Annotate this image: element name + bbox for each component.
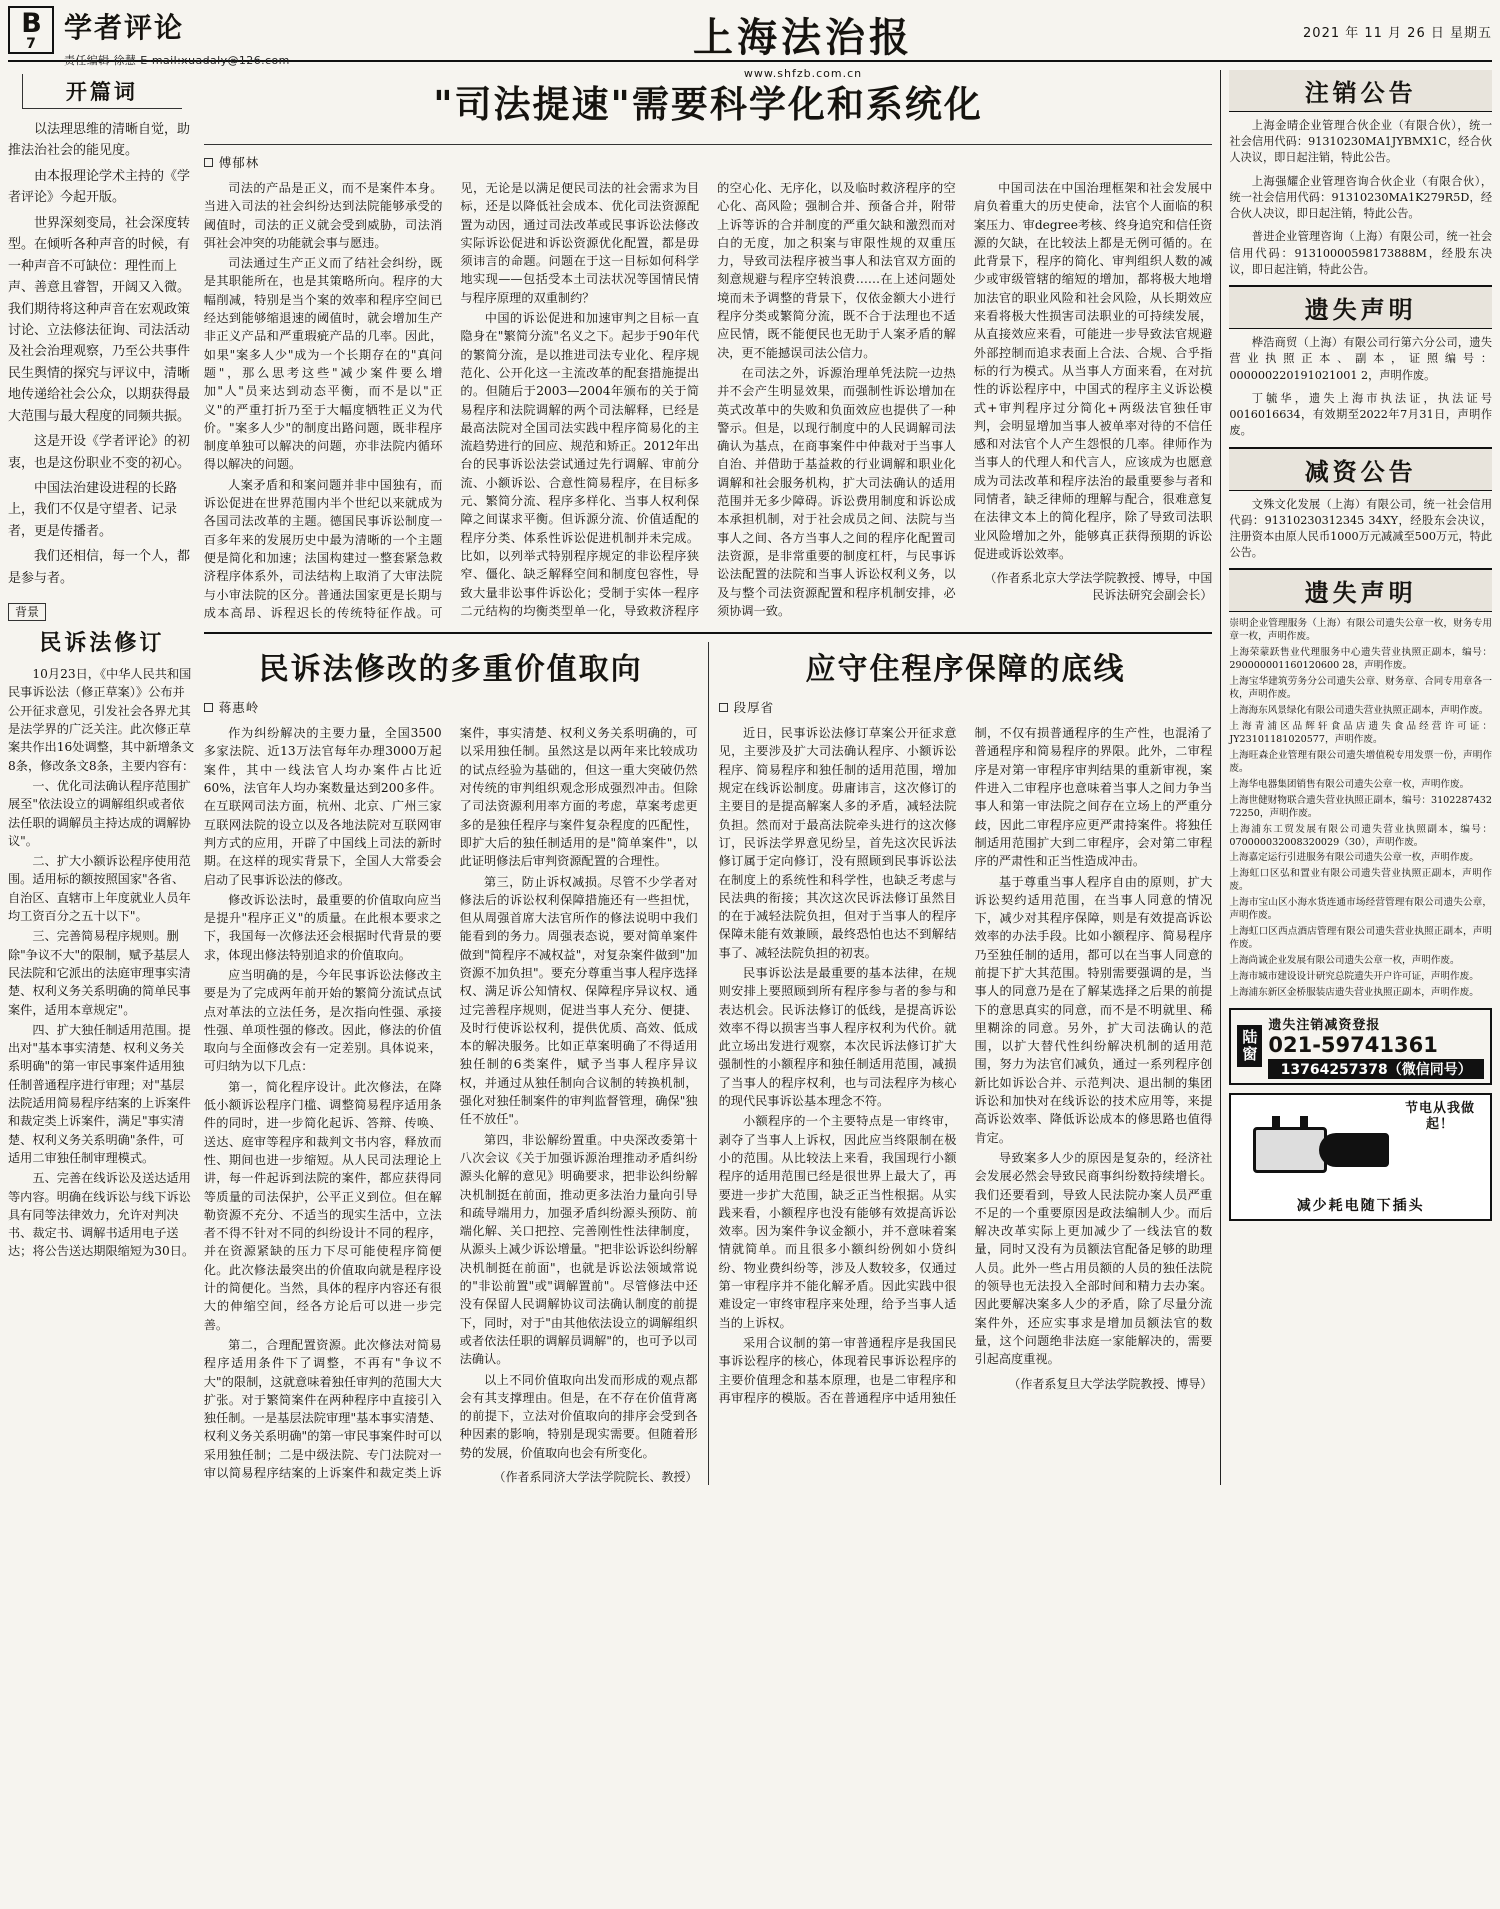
notice-item: 桦浩商贸（上海）有限公司行第六分公司，遗失营业执照正本、副本，证照编号：000000220191021001 2，声明作废。	[1229, 336, 1493, 382]
capital-reduction-notices	[1229, 497, 1492, 562]
bg-p: 三、完善简易程序规则。删除"争议不大"的限制，赋予基层人民法院和它派出的法庭审理事实清楚、权利义务关系明确的简单民事案件，适用本章规定"。	[8, 929, 191, 1017]
notice-item: 文殊文化发展（上海）有限公司，统一社会信用代码：91310230312345 34XY，经股东会决议，注册资本由原人民币1000万元减减至500万元，特此公告。	[1229, 497, 1493, 560]
lost-notices-dense	[1229, 618, 1492, 999]
psa-bottom-text: 减少耗电随下插头	[1296, 1197, 1425, 1214]
psa-slogan: 节电从我做起！	[1405, 1100, 1476, 1133]
lost-notice-head-2: 遗失声明	[1229, 568, 1492, 612]
article-paragraph: 第一，简化程序设计。此次修法，在降低小额诉讼程序门槛、调整简易程序适用条件的同时，进一步简化起诉、答辩、传唤、送达、庭审等程序和裁判文书内容，释放而性、期间也进一步缩短。从人民司法理论上讲，每一件起诉到法院的案件，都应获得同等质量的司法保护，公平正义到位。但在解勒资源不充分、不适当的现实生活中，立法者不得不针对不同的纠纷设计不同的程序，并在资源紧缺的压力下尽可能使程序简便化。此次修法最突出的价值取向就是程序设计的简便化。当然，具体的程序内容还有很大的伸缩空间，经各方论后可以进一步完善。	[203, 1079, 442, 1332]
paper-url[interactable]: www.shfzb.com.cn	[743, 67, 863, 80]
bottom-articles	[204, 632, 1213, 1485]
article-paragraph: 在司法之外，诉源治理单凭法院一边热并不会产生明显效果，而强制性诉讼增加在英式改革中的失败和负面效应也提供了一种警示。但是，以现行制度中的人民调解司法确认为基点，在商事案件中仲裁对于当事人自治、并借助于基益救的行业调解和职业化调解和社会服务机构，扩大司法确认的适用范围并无多少障碍。诉讼费用制度和诉讼成本承担机制，对于社会成员之间、法院与当事人之间、各方当事人之间的程序化配置司法资源，是非常重要的制度杠杆，与民事诉讼法配置的法院和当事人诉讼权利义务，以及与整个司法资源配置和程序机制安排，必须协调一致。	[717, 365, 956, 618]
opener-p: 以法理思维的清晰自觉，助推法治社会的能见度。	[8, 122, 191, 159]
hand-icon	[1319, 1133, 1389, 1167]
article-paragraph: 民事诉讼法是最重要的基本法律，在规则安排上要照顾到所有程序参与者的参与和表达机会。民诉法修订的低线，是提高诉讼效率不得以损害当事人程序权利为代价。就此立场出发进行观察，本次民诉法修订扩大强制性的小额程序和独任制适用范围，减损了当事人的程序权利，也与司法程序为核心的现代民事诉讼基本理念不符。	[718, 965, 957, 1109]
article-paragraph: 近日，民事诉讼法修订草案公开征求意见，主要涉及扩大司法确认程序、小额诉讼程序、简易程序和独任制的适用范围，增加规定在线诉讼制度。毋庸讳言，这次修订的主要目的是提高解案人多的矛盾，减轻法院负担。然而对于最高法院牵头进行的这次修订，民诉法学界意见纷呈，首先这次民诉法修订属于定向修订，没有照顾到民事诉讼法在制度上的系统性和科学性，也缺乏考虑与民法典的衔接；其次这次民诉法修订虽然目的在于减轻法院负担，但对于当事人的程序保障未能有效兼顾，最终恐怕也达不到解结事了、减轻法院负担的初衷。	[718, 726, 957, 960]
power-plug-icon	[1253, 1127, 1327, 1173]
background-tag	[8, 603, 196, 620]
section-badge	[8, 6, 54, 54]
article-author: 蒋惠岭	[218, 700, 260, 716]
headline-rule	[204, 144, 1213, 145]
article-paragraph: 司法的产品是正义，而不是案件本身。当进入司法的社会纠纷达到法院能够承受的阈值时，司法的正义就会受到威胁，司法消弭社会冲突的功能就会事与愿违。	[203, 181, 443, 250]
bg-p: 二、扩大小额诉讼程序使用范围。适用标的额按照国家"各省、自治区、直辖市上年度就业人员年均工资百分之五十以下"。	[8, 854, 191, 924]
main-headline: "司法提速"需要科学化和系统化	[433, 82, 983, 126]
article-signature: （作者系复旦大学法学院教授、博导）	[1008, 1376, 1213, 1391]
badge-number: 7	[26, 35, 36, 52]
article-paragraph: 作为纠纷解决的主要力量，全国3500多家法院、近13万法官每年办理3000万起案件，其中一线法官人均办案件占比近60%，法官年人均办案数量达到200多件。在互联网司法方面，杭州、北京、广州三家互联网法院的设立以及各地法院对互联网审判方式的应用，开辟了中国线上司法的新时期。在这样的现实背景下，全国人大常委会启动了民事诉讼法的修改。	[203, 726, 442, 887]
section-info	[64, 6, 364, 68]
hotline-body	[1268, 1014, 1484, 1079]
notice-item: 上海荣蒙跃售业代理服务中心遗失营业执照正副本，编号：290000001160120600 28，声明作废。	[1229, 647, 1493, 672]
article-paragraph: 小额程序的一个主要特点是一审终审，剥夺了当事人上诉权，因此应当终限制在极小的范围。从比较法上来看，我国现行小额程序的适用范围已经是很世界上最大了，再要进一步扩大范围，缺乏正当性根据。从实践来看，小额程序也没有能够有效提高诉讼效率。因为案件争议金额小，并不意味着案情就简单。而且很多小额纠纷例如小贷纠纷、物业费纠纷等，涉及人数较多，仅通过第一审程序并不能化解矛盾。因此实践中很难设定一审终审程序来处理，给予当事人适当的上诉权。	[718, 1114, 957, 1330]
lost-notices	[1229, 335, 1492, 439]
opener-p: 这是开设《学者评论》的初衷，也是这份职业不变的初心。	[8, 434, 191, 471]
paper-name: 上海法治报	[693, 14, 913, 61]
notice-item: 上海尚诚企业发展有限公司遗失公章一枚，声明作废。	[1229, 955, 1460, 967]
article-paragraph: 中国的诉讼促进和加速审判之目标一直隐身在"繁简分流"名义之下。起步于90年代的繁简分流，是以推进司法专业化、程序规范化、公开化这一主流改革的配套措施提出的。但随后于2003—2004年颁布的关于简易程序和法院调解的两个司法解释，已经是最高法院对全国司法实践中程序简易化的主流趋势进行的回应、规范和矫正。2012年出台的民事诉讼法尝试通过先行调解、审前分流、小额诉讼、合意性简易程序，在目标多元、繁简分流、程序多样化、当事人权利保障之间谋求平衡。但诉源分流、价值适配的程序分类、体系性诉讼促进机制并未完成。比如，以列举式特别程序规定的非讼程序狭窄、僵化、缺乏解释空间和制度包容性，导致大量非讼事件诉讼化；受制于实体一程序二元结构的均衡类型单一化，导致救济程序的空心化、无序化，以及临时救济程序的空心化、高风险；强制合并、预备合并，附带上诉等诉的合并制度的严重欠缺和激烈而对白的无度，加之积案与审限性规的双重压力，导致司法程序被当事人和法官双方面的刻意规避与程序空转浪费……在上述问题处境而未予调整的背景下，仅依金额大小进行程序分类或繁简分流，既不合于法理也不适应民情，既不能便民也无助于人案矛盾的解决，更不能撼误司法公信力。	[460, 181, 956, 618]
article-paragraph: 第四，非讼解纷置重。中央深改委第十八次会议《关于加强诉源治理推动矛盾纠纷源头化解的意见》明确要求，把非讼纠纷解决机制挺在前面，推动更多法治力量向引导和疏导端用力，加强矛盾纠纷源头预防、前端化解、关口把控、完善刚性性法律制度，从源头上减少诉讼增量。"把非讼诉讼纠纷解决机制挺在前面"，也就是诉讼法领域常说的"非讼前置"或"调解置前"。尽管修法中还没有保留人民调解协议司法确认制度的前提下，同时，对于"由其他依法设立的调解组织或者依法任职的调解员调解"的，也可予以司法确认。	[459, 1132, 698, 1367]
notice-item: 上海嘉定运行引进服务有限公司遗失公章一枚，声明作废。	[1229, 852, 1479, 864]
article-paragraph: 人案矛盾和和案问题并非中国独有，而诉讼促进在世界范围内半个世纪以来就成为各国司法改革的主题。德国民事诉讼制度一百多年来的发展历史中最为清晰的一个主题便是简化和加速；法国构建过一整套紧急救济程序体系外，司法结构上取消了大审法院与小审法院的区分。普通法国家更是长期与成本高昂、诉程迟长的传统特征作战。可见，无论是以满足便民司法的社会需求为目标，还是以降低社会成本、优化司法资源配置为动因，通过司法改革或民事诉讼法修改实际诉讼促进和诉讼资源优化配置，都是毋须讳言的命题。问题在于这一目标如何科学地实现——包括受本土司法状况等国情民情与程序原理的双重制约？	[203, 181, 700, 620]
advertising-hotline[interactable]	[1229, 1008, 1492, 1085]
section-title: 学者评论	[64, 11, 185, 44]
notice-item: 上海市宝山区小海水货连通市场经营管理有限公司遗失公章，声明作废。	[1229, 897, 1493, 922]
article-body	[204, 724, 698, 1485]
article-msf-revision	[204, 642, 698, 1485]
main-article-body	[204, 179, 1213, 622]
background-label: 背景	[8, 603, 46, 621]
notice-item: 上海青浦区品辉轩食品店遗失食品经营许可证：JY23101181020577，声明作废。	[1229, 721, 1493, 745]
notice-item: 上海旺森企业管理有限公司遗失增值税专用发票一份，声明作废。	[1229, 749, 1493, 774]
main-author: 傅郁林	[218, 155, 260, 170]
hotline-mobile[interactable]: 13764257378（微信同号）	[1268, 1059, 1484, 1079]
notice-item: 崇明企业管理服务（上海）有限公司遗失公章一枚，财务专用章一枚，声明作废。	[1229, 618, 1493, 643]
article-signature: （作者系北京大学法学院教授、博导，中国民诉法研究会副会长）	[984, 571, 1213, 603]
opener-p: 由本报理论学术主持的《学者评论》今起开版。	[8, 168, 191, 206]
article-title: 民诉法修改的多重价值取向	[258, 652, 643, 688]
byline-marker-icon	[204, 158, 213, 167]
article-author: 段厚省	[733, 700, 775, 716]
article-title: 应守住程序保障的底线	[805, 652, 1126, 688]
opener-p: 中国法治建设进程的长路上，我们不仅是守望者、记录者，更是传播者。	[8, 481, 178, 539]
notice-item: 上海强耀企业管理咨询合伙企业（有限合伙），统一社会信用代码：91310230MA1K279R5D，经合伙人决议，即日起注销，特此公告。	[1229, 174, 1493, 221]
paper-nameplate	[364, 6, 1242, 80]
notice-item: 上海华电器集团销售有限公司遗失公章一枚，声明作废。	[1229, 778, 1470, 790]
background-title: 民诉法修订	[39, 630, 165, 657]
opener-tab	[22, 74, 182, 109]
opener-label: 开篇词	[65, 79, 138, 104]
article-paragraph: 采用合议制的第一审普通程序是我国民事诉讼程序的核心，体现着民事诉讼程序的主要价值理念和基本原理，也是二审程序和再审程序的模版。否在普通程序中适用独任制，不仅有损普通程序的生产性，也混淆了普通程序和简易程序的界限。此外，二审程序是对第一审程序审判结果的重新审视，案件进入二审程序也意味着当事人之间力争当事人和第一审法院之间存在立场上的严重分歧，因此二审程序应更严肃持案件。将独任制适用范围扩大到二审程序，会对第二审程序的严肃性和正当性造成冲击。	[718, 726, 1213, 1405]
article-byline	[719, 698, 1213, 716]
notice-item: 上海世健财物联合遗失营业执照正副本，编号：3102287432 72250，声明作废。	[1229, 794, 1493, 819]
article-signature: （作者系同济大学法学院院长、教授）	[493, 1470, 698, 1484]
article-procedural-guarantee	[708, 642, 1213, 1485]
notice-item: 上海海东风景绿化有限公司遗失营业执照正副本，声明作废。	[1229, 705, 1489, 717]
bg-p: 10月23日，《中华人民共和国民事诉讼法（修正草案）》公布并公开征求意见，引发社会各界尤其是法学界的广泛关注。此次修正草案共作出16处调整，其中新增条文8条，修改条文8条，主要内容有：	[8, 667, 195, 773]
opener-p: 世界深刻变局，社会深度转型。在倾听各种声音的时候，有一种声音不可缺位：理性而上声、善意且睿智，开阔又入微。我们期待将这种声音在宏观政策讨论、立法修法征询、司法活动及社会治理观察，乃至公共事件民生舆情的探究与评议中，清晰地传递给社会公众，以期获得最大范围与最大程度的同频共振。	[8, 215, 191, 424]
article-paragraph: 司法通过生产正义而了结社会纠纷，既是其职能所在，也是其策略所向。程序的大幅削减，特别是当个案的效率和程序空间已经达到能够缩退速的阈值时，就会增加生产非正义产品和严重瑕疵产品的几率。因此，如果"案多人少"成为一个长期存在的"真问题"，那么思考这些"减少案件要么增加"人"员来达到动态平衡，而不是以"正义"的严重打折乃至于大幅度牺牲正义为代价。"案多人少"的制度出路问题，既非程序制度单独可以解决的问题，亦非法院内循环得以解决的问题。	[203, 256, 443, 472]
notice-item: 上海浦东工贸发展有限公司遗失营业执照副本，编号：070000032008320029（30），声明作废。	[1229, 823, 1493, 848]
classifieds-column	[1220, 70, 1492, 1485]
public-service-ad	[1229, 1093, 1492, 1221]
lost-notice-head: 遗失声明	[1229, 285, 1492, 329]
article-paragraph: 导致案多人少的原因是复杂的，经济社会发展必然会导致民商事纠纷数持续增长。我们还要看到，导致人民法院办案人员严重不足的一个重要原因是政法编制人少。而后解决改革实际上更加减少了一线法官的数量，同时又没有为员额法官配备足够的助理人员。此外一些占用员额的人员的独任法院的领导也无法投入全部时间和精力去办案。因此要解决案多人少的矛盾，除了尽量分流案件外，还应实事求是增加员额法官的数量，这个问题绝非法庭一家能解决的，需要引起高度重视。	[974, 1150, 1213, 1367]
publication-date: 2021 年 11 月 26 日 星期五	[1303, 26, 1492, 41]
hotline-phone[interactable]: 021-59741361	[1268, 1032, 1438, 1057]
center-column	[204, 70, 1213, 1485]
article-paragraph: 基于尊重当事人程序自由的原则，扩大诉讼契约适用范围，在当事人同意的情况下，减少对其程序保障，则是有效提高诉讼效率的办法手段。比如小额程序、简易程序乃至独任制的适用，都可以在当事人同意的前提下扩大其范围。特别需要强调的是，当事人的同意乃是在了解某选择之后果的前提下的意思真实的同意，而不是不明就里、稀里糊涂的同意。另外，扩大司法确认的范围，以扩大替代性纠纷解决机制的适用范围，努力为法官们减负，通过一系列程序创新比如诉讼合并、示范判决、退出制的集团诉讼和加快对在线诉讼的技术应用等，来提高诉讼效率、降低诉讼成本的修思路也值得肯定。	[974, 874, 1213, 1145]
article-paragraph: 第三，防止诉权减损。尽管不少学者对修法后的诉讼权利保障措施还有一些担忧，但从周强首席大法官所作的修法说明中我们能看到的务力。周强表态说，要对简单案件做到"简程序不减权益"，对复杂案件做到"加资源不加负担"。要充分尊重当事人程序选择权、满足诉公知情权、保障程序异议权、通过完善程序规则，促进当事人充分、便捷、及时行使诉讼权利，提供优质、高效、低成本的解决服务。比如正草案明确了不得适用独任制的6类案件，赋予当事人程序异议权，并通过从独任制向合议制的转换机制，强化对独任制案件的审判监督管理，确保"独任不放任"。	[459, 874, 698, 1127]
byline-marker-icon	[719, 703, 728, 712]
article-paragraph: 应当明确的是，今年民事诉讼法修改主要是为了完成两年前开始的繁简分流试点试点对革法的立法任务，是次指向性强、承接性强、单项性强的修改。因此，修法的价值取向与全面修改会有一定差别。具体说来，可归纳为以下几点：	[203, 967, 442, 1074]
bg-p: 一、优化司法确认程序范围扩展至"依法设立的调解组织或者依法任职的调解员主持达成的调解协议"。	[8, 778, 191, 848]
cancellation-notices	[1229, 118, 1492, 278]
page-body	[8, 70, 1492, 1485]
background-text	[8, 665, 196, 1261]
opener-text	[8, 119, 196, 589]
cancellation-notice-head: 注销公告	[1229, 70, 1492, 112]
notice-item: 上海市城市建设设计研究总院遗失开户许可证，声明作废。	[1229, 970, 1479, 982]
article-paragraph: 修改诉讼法时，最重要的价值取向应当是提升"程序正义"的质量。在此根本要求之下，我国每一次修法还会根据时代背景的要求，体现出修法特别追求的价值取向。	[203, 892, 442, 962]
notice-item: 上海虹口区弘和置业有限公司遗失营业执照正副本，声明作废。	[1229, 868, 1493, 893]
notice-item: 上海金晴企业管理合伙企业（有限合伙），统一社会信用代码：91310230MA1JYBMX1C，经合伙人决议，即日起注销，特此公告。	[1229, 119, 1493, 165]
notice-item: 丁毓华，遗失上海市执法证，执法证号0016016634，有效期至2022年7月31日，声明作废。	[1229, 391, 1493, 438]
byline-marker-icon	[204, 703, 213, 712]
article-body	[719, 724, 1213, 1407]
badge-letter: B	[21, 7, 41, 39]
opener-p: 我们还相信，每一个人，都是参与者。	[8, 549, 191, 586]
article-byline	[204, 698, 698, 716]
notice-item: 上海浦东新区金桥服装店遗失营业执照正副本，声明作废。	[1229, 986, 1479, 998]
hotline-tag: 陆窗	[1237, 1025, 1262, 1067]
left-column	[8, 70, 196, 1485]
article-paragraph: 中国司法在中国治理框架和社会发展中肩负着重大的历史使命，法官个人面临的积案压力、审degree考核、终身追究和信任资源的欠缺，在比较法上都是无例可循的。在此背景下，程序的简化、审判组织人数的减少或审级管辖的缩短的增加，都将极大地增加法官的职业风险和社会风险，从长期效应来看将极大性损害司法职业的可持续发展，从直接效应来看，可能进一步导致法官规避外部控制而追求表面上合法、合规、合乎指标的行为模式。从当事人方面来看，在对抗性的诉讼程序中，中国式的程序主义诉讼模式+审判程序过分简化+两级法官独任审判，会明显增加当事人被单率对待的不信任感和对法官个人产生怨恨的几率。律师作为当事人的代理人和代言人，应该成为也愿意成为司法改革和程序法治的最重要参与者和同情者，缺乏律师的理解与配合，很难意复在法律文本上的简化程序，除了导致司法职业风险增加之外，能够真正获得预期的诉讼促进或诉讼效率。	[973, 181, 1213, 561]
editor-line: 责任编辑 徐慧 E-mail:xuadaly@126.com	[64, 54, 290, 67]
capital-reduction-head: 减资公告	[1229, 447, 1492, 491]
notice-item: 普进企业管理咨询（上海）有限公司，统一社会信用代码：91310000598173888M，经股东决议，即日起注销，特此公告。	[1229, 230, 1493, 276]
article-paragraph: 以上不同价值取向出发而形成的观点都会有其支撑理由。但是，在不存在价值背离的前提下，立法对价值取向的排序会受到各种因素的影响，特别是现实需要。但随着形势的发展，价值取向也会有所变化。	[459, 1372, 698, 1460]
masthead	[8, 6, 1492, 80]
notice-item: 上海宝华建筑劳务分公司遗失公章、财务章、合同专用章各一枚，声明作废。	[1229, 676, 1493, 701]
hotline-service-label: 遗失注销减资登报	[1268, 1017, 1381, 1033]
notice-item: 上海虹口区西点酒店管理有限公司遗失营业执照正副本，声明作废。	[1229, 926, 1493, 951]
bg-p: 四、扩大独任制适用范围。提出对"基本事实清楚、权利义务关系明确"的第一审民事案件适用独任制普通程序进行审理；对"基层法院适用简易程序结案的上诉案件和裁定类上诉案件，满足"事实清楚、权利义务关系明确"条件，可适用二审独任制审理模式。	[8, 1022, 191, 1165]
article-paragraph: 第二，合理配置资源。此次修法对简易程序适用条件下了调整，不再有"争议不大"的限制，这就意味着独任审判的范围大大扩张。对于繁简案件在两种程序中直接引入独任制。一是基层法院审理"基本事实清楚、权利义务关系明确"的第一审民事案件时可以采用独任制；二是中级法院、专门法院对一审以简易程序结案的上诉案件和裁定类上诉案件，事实清楚、权利义务关系明确的，可以采用独任制。虽然这是以两年来比较成功的试点经验为基础的，但这一重大突破仍然对传统的审判组织观念形成强烈冲击。但除了司法资源利用率方面的考虑，草案考虑更多的是独任程序与案件复杂程度的匹配性，即扩大后的独任制适用的是"简单案件"，以此证明修法后审判资源配置的合理性。	[203, 726, 698, 1480]
bg-p: 五、完善在线诉讼及送达适用等内容。明确在线诉讼与线下诉讼具有同等法律效力，允许对判决书、裁定书、调解书适用电子送达；将公告送达期限缩短为30日。	[8, 1171, 195, 1259]
main-byline	[204, 153, 1213, 171]
